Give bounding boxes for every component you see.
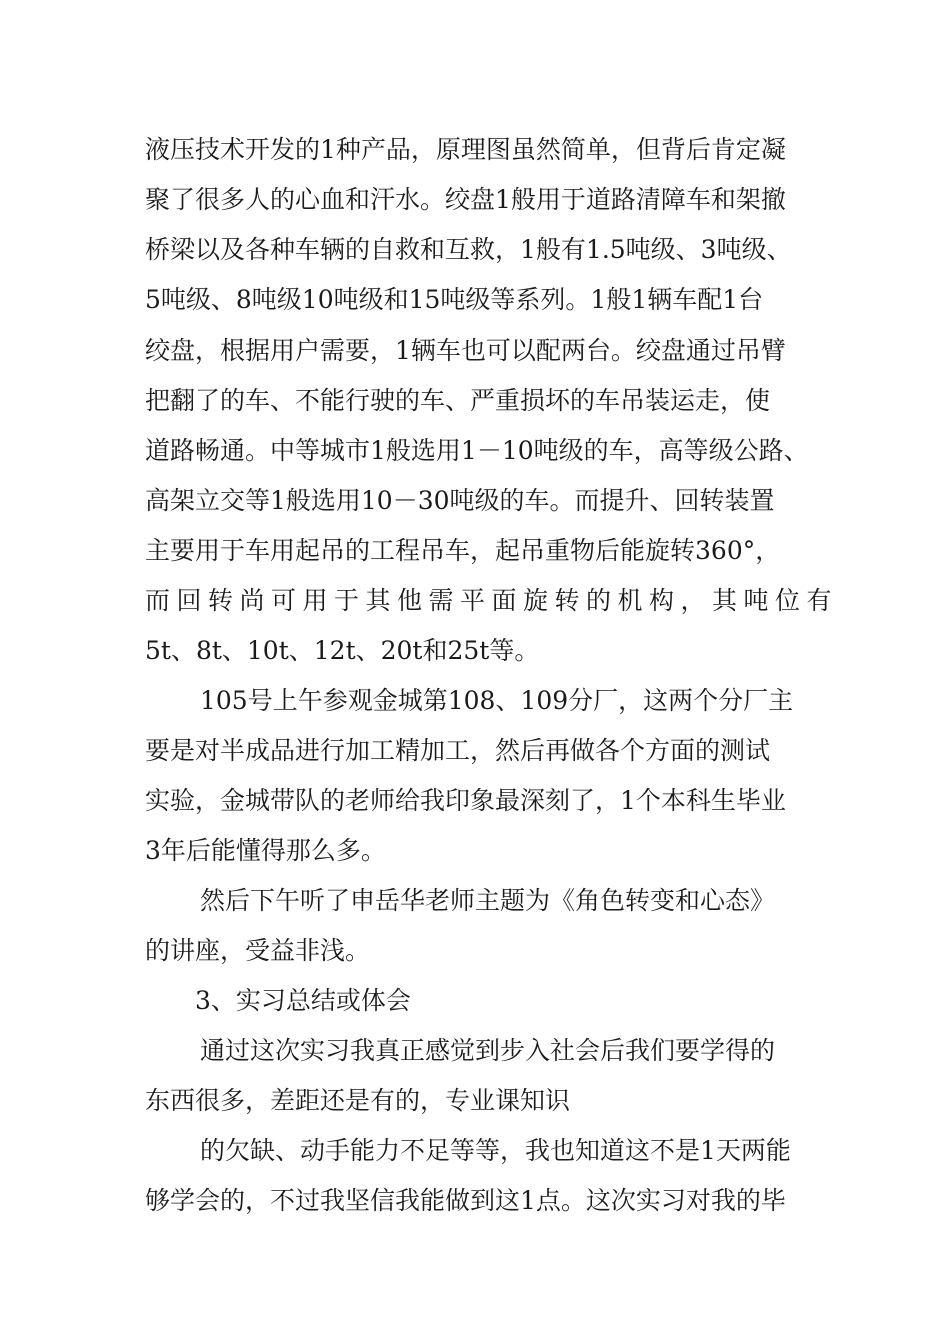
text-line: 的讲座，受益非浅。 xyxy=(145,936,371,965)
paragraph-start-line: 然后下午听了申岳华老师主题为《角色转变和心态》 xyxy=(200,886,776,915)
text-line: 把翻了的车、不能行驶的车、严重损坏的车吊装运走，使 xyxy=(145,386,771,415)
section-heading: 3、实习总结或体会 xyxy=(195,986,411,1015)
text-line: 道路畅通。中等城市1般选用1－10吨级的车，高等级公路、 xyxy=(145,436,809,465)
text-line: 聚了很多人的心血和汗水。绞盘1般用于道路清障车和架撤 xyxy=(145,185,786,214)
paragraph-start-line: 通过这次实习我真正感觉到步入社会后我们要学得的 xyxy=(200,1036,776,1065)
text-line: 液压技术开发的1种产品，原理图虽然简单，但背后肯定凝 xyxy=(145,135,786,164)
text-line: 5吨级、8吨级10吨级和15吨级等系列。1般1辆车配1台 xyxy=(145,285,764,314)
paragraph-start-line: 105号上午参观金城第108、109分厂，这两个分厂主 xyxy=(200,686,794,715)
text-line: 要是对半成品进行加工精加工，然后再做各个方面的测试 xyxy=(145,736,771,765)
text-line: 绞盘，根据用户需要，1辆车也可以配两台。绞盘通过吊臂 xyxy=(145,336,786,365)
text-line: 3年后能懂得那么多。 xyxy=(145,836,386,865)
text-line: 实验，金城带队的老师给我印象最深刻了，1个本科生毕业 xyxy=(145,786,786,815)
text-line: 主要用于车用起吊的工程吊车，起吊重物后能旋转360°， xyxy=(145,536,781,565)
paragraph-start-line: 的欠缺、动手能力不足等等，我也知道这不是1天两能 xyxy=(200,1136,791,1165)
text-line: 够学会的，不过我坚信我能做到这1点。这次实习对我的毕 xyxy=(145,1186,786,1215)
text-line: 而回转尚可用于其他需平面旋转的机构，其吨位有 xyxy=(145,586,839,615)
text-line: 桥梁以及各种车辆的自救和互救，1般有1.5吨级、3吨级、 xyxy=(145,235,792,264)
text-line: 东西很多，差距还是有的，专业课知识 xyxy=(145,1086,571,1115)
text-line: 5t、8t、10t、12t、20t和25t等。 xyxy=(145,636,540,665)
text-line: 高架立交等1般选用10－30吨级的车。而提升、回转装置 xyxy=(145,486,775,515)
